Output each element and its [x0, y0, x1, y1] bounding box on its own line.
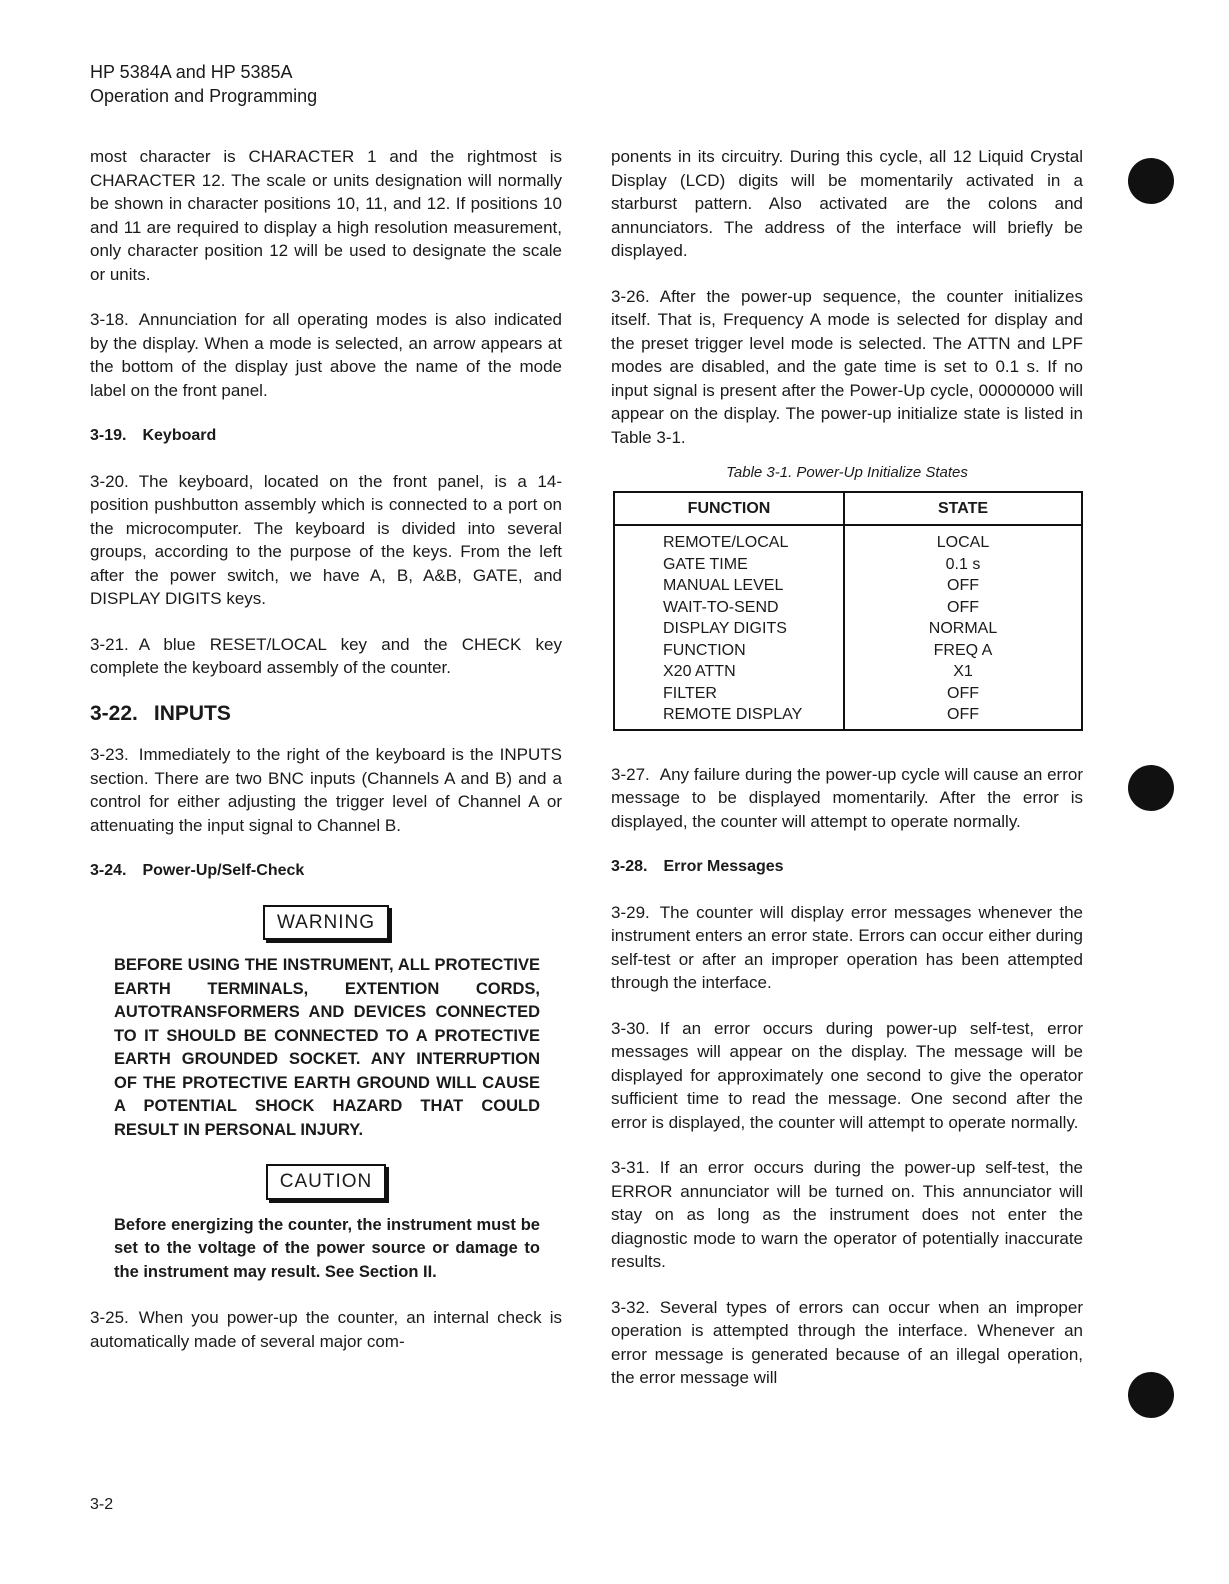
function-cell: MANUAL LEVEL	[614, 575, 844, 597]
paragraph-number: 3-30.	[611, 1018, 650, 1038]
heading-title: Power-Up/Self-Check	[142, 862, 305, 879]
table-row	[614, 640, 1082, 662]
paragraph-text: When you power-up the counter, an internal check is automatically made of several major com-	[90, 1308, 562, 1351]
state-cell: LOCAL	[936, 534, 990, 551]
paragraph-3-21	[90, 633, 562, 680]
heading-title: Keyboard	[142, 427, 217, 444]
state-cell: NORMAL	[928, 620, 998, 637]
column-header-function: FUNCTION	[614, 492, 844, 526]
paragraph-number: 3-21.	[90, 634, 129, 654]
table-row	[614, 618, 1082, 640]
paragraph-3-25	[90, 1306, 562, 1353]
paragraph-continued: ponents in its circuitry. During this cycle, all 12 Liquid Crystal Display (LCD) digits will be momentarily activated in a starburst pattern. Also activated are the colons and annunciators. The address of the interface will briefly be displayed.	[611, 147, 1083, 260]
paragraph-text: Any failure during the power-up cycle will cause an error message to be displayed momentarily. After the error is displayed, the counter will attempt to operate normally.	[611, 764, 1083, 831]
paragraph-text: If an error occurs during the power-up self-test, the ERROR annunciator will be turned on. This annunciator will stay on as long as the instrument does not enter the diagnostic mode to warn the operator of potentially inaccurate results.	[611, 1158, 1083, 1271]
paragraph-text: After the power-up sequence, the counter initializes itself. That is, Frequency A mode is selected for display and the preset trigger level mode is selected. The ATTN and LPF modes are disabled, and the gate time is set to 0.1 s. If no input signal is present after the Power-Up cycle, 00000000 will appear on the display. The power-up initialize state is listed in Table 3-1.	[611, 286, 1083, 447]
paragraph-3-26	[611, 285, 1083, 450]
paragraph-number: 3-25.	[90, 1308, 129, 1327]
heading-power-up	[90, 859, 562, 883]
table-row	[614, 597, 1082, 619]
paragraph-text: Immediately to the right of the keyboard is the INPUTS section. There are two BNC inputs (Channels A and B) and a control for either adjusting the trigger level of Channel A or attenuating the input signal to Channel B.	[90, 745, 562, 835]
header-section: Operation and Programming	[90, 86, 318, 106]
warning-label: WARNING	[263, 905, 389, 941]
table-row	[614, 683, 1082, 705]
state-cell: X1	[953, 663, 973, 680]
heading-title: Error Messages	[663, 858, 784, 875]
column-header-state: STATE	[844, 492, 1082, 526]
paragraph-3-20	[90, 470, 562, 611]
header-model: HP 5384A and HP 5385A	[90, 62, 293, 82]
state-cell: FREQ A	[933, 641, 993, 659]
table-row	[614, 554, 1082, 576]
binder-hole-top	[1128, 158, 1174, 204]
heading-error-messages	[611, 855, 1083, 879]
binder-hole-bottom	[1128, 1372, 1174, 1418]
paragraph-number: 3-26.	[611, 286, 650, 306]
paragraph-3-31	[611, 1156, 1083, 1274]
function-cell: DISPLAY DIGITS	[614, 618, 844, 640]
table-row	[614, 661, 1082, 683]
paragraph-3-27	[611, 763, 1083, 834]
binder-hole-middle	[1128, 765, 1174, 811]
function-cell: FILTER	[614, 683, 844, 705]
caution-text: Before energizing the counter, the instrument must be set to the voltage of the power source or damage to the instrument may result. See Section II.	[114, 1215, 540, 1281]
heading-number: 3-28.	[611, 858, 648, 875]
state-cell: OFF	[947, 577, 979, 594]
table-row	[614, 575, 1082, 597]
paragraph-text: The keyboard, located on the front panel, is a 14-position pushbutton assembly which is connected to a port on the microcomputer. The keyboard is divided into several groups, according to the purpose of the keys. From the left after the power switch, we have A, B, A&B, GATE, and DISPLAY DIGITS keys.	[90, 471, 562, 608]
table-row	[614, 704, 1082, 730]
function-cell: FUNCTION	[614, 640, 844, 662]
running-header	[90, 60, 317, 108]
state-cell: OFF	[947, 598, 979, 616]
table-row	[614, 525, 1082, 554]
paragraph-3-29	[611, 901, 1083, 995]
paragraph-continued: most character is CHARACTER 1 and the rightmost is CHARACTER 12. The scale or units designation will normally be shown in character positions 10, 11, and 12. If positions 10 and 11 are required to display a high resolution measurement, only character position 12 will be used to designate the scale or units.	[90, 147, 562, 284]
paragraph-number: 3-18.	[90, 310, 129, 329]
paragraph-3-18	[90, 308, 562, 402]
paragraph-text: If an error occurs during power-up self-test, error messages will appear on the display. The message will be displayed for approximately one second to give the operator sufficient time to read the message. One second after the error is displayed, the counter will attempt to operate normally.	[611, 1018, 1083, 1132]
paragraph-text: Annunciation for all operating modes is also indicated by the display. When a mode is selected, an arrow appears at the bottom of the display just above the name of the mode label on the front panel.	[90, 310, 562, 400]
paragraph-text: A blue RESET/LOCAL key and the CHECK key complete the keyboard assembly of the counter.	[90, 634, 562, 677]
function-cell: REMOTE/LOCAL	[614, 525, 844, 554]
paragraph-3-23	[90, 743, 562, 837]
table-header-row	[614, 492, 1082, 526]
paragraph-number: 3-29.	[611, 902, 650, 922]
paragraph-number: 3-27.	[611, 764, 650, 784]
left-column	[90, 145, 562, 1375]
state-cell: OFF	[947, 706, 979, 723]
right-column	[611, 145, 1083, 1412]
heading-number: 3-22.	[90, 701, 138, 725]
function-cell: REMOTE DISPLAY	[614, 704, 844, 730]
table-caption: Table 3-1. Power-Up Initialize States	[726, 464, 968, 481]
page-number: 3-2	[90, 1496, 114, 1513]
paragraph-number: 3-32.	[611, 1297, 650, 1317]
heading-inputs	[90, 702, 562, 726]
heading-number: 3-19.	[90, 427, 127, 444]
function-cell: X20 ATTN	[614, 661, 844, 683]
paragraph-3-32	[611, 1296, 1083, 1390]
paragraph-number: 3-20.	[90, 471, 129, 491]
paragraph-3-30	[611, 1017, 1083, 1135]
state-cell: OFF	[947, 684, 979, 702]
function-cell: GATE TIME	[614, 554, 844, 576]
power-up-states-table	[613, 491, 1083, 731]
paragraph-text: Several types of errors can occur when an improper operation is attempted through the interface. Whenever an error message is generated because of an illegal operation, the error message will	[611, 1297, 1083, 1387]
state-cell: 0.1 s	[945, 555, 981, 573]
warning-text: BEFORE USING THE INSTRUMENT, ALL PROTECTIVE EARTH TERMINALS, EXTENTION CORDS, AUTOTRANSFORMERS AND DEVICES CONNECTED TO IT SHOULD BE CONNECTED TO A PROTECTIVE EARTH GROUNDED SOCKET. ANY INTERRUPTION OF THE PROTECTIVE EARTH GROUND WILL CAUSE A POTENTIAL SHOCK HAZARD THAT COULD RESULT IN PERSONAL INJURY.	[114, 956, 540, 1139]
caution-label: CAUTION	[266, 1164, 387, 1200]
function-cell: WAIT-TO-SEND	[614, 597, 844, 619]
heading-number: 3-24.	[90, 862, 127, 879]
heading-title: INPUTS	[153, 701, 231, 725]
paragraph-number: 3-31.	[611, 1158, 650, 1177]
paragraph-number: 3-23.	[90, 745, 129, 764]
heading-keyboard	[90, 424, 562, 448]
paragraph-text: The counter will display error messages whenever the instrument enters an error state. Errors can occur either during self-test or after an improper operation has been attempted through the interface.	[611, 902, 1083, 992]
